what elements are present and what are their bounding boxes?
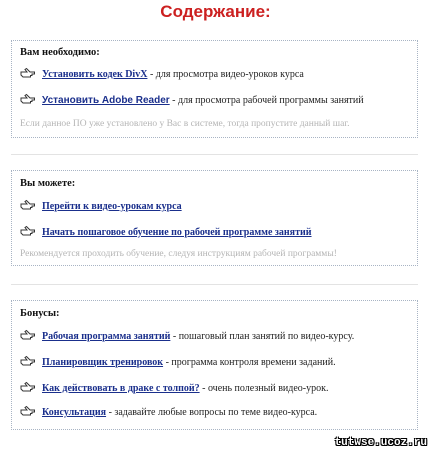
section-note-requirements: Если данное ПО уже установлено у Вас в системе, тогда пропустите данный шаг. bbox=[20, 119, 350, 129]
section-divider bbox=[11, 284, 418, 285]
section-options bbox=[11, 170, 418, 266]
install-adobe-reader-desc: - для просмотра рабочей программы занятий bbox=[169, 95, 364, 106]
pointing-hand-icon bbox=[20, 329, 36, 341]
list-item-start-program bbox=[20, 225, 312, 241]
video-lessons-link[interactable]: Перейти к видео-урокам курса bbox=[42, 201, 182, 212]
page-title: Содержание: bbox=[160, 2, 271, 21]
watermark: tutwse.ucoz.ru bbox=[334, 437, 427, 449]
section-title-bonuses: Бонусы: bbox=[20, 308, 60, 319]
pointing-hand-icon bbox=[20, 381, 36, 393]
work-program-link[interactable]: Рабочая программа занятий bbox=[42, 331, 171, 342]
pointing-hand-icon bbox=[20, 355, 36, 367]
training-planner-link[interactable]: Планировщик тренировок bbox=[42, 357, 164, 368]
crowd-fight-desc: - очень полезный видео-урок. bbox=[199, 383, 329, 394]
training-planner-desc: - программа контроля времени заданий. bbox=[163, 357, 336, 368]
pointing-hand-icon bbox=[20, 67, 36, 79]
section-title-options: Вы можете: bbox=[20, 178, 76, 189]
list-item-install-divx bbox=[20, 67, 304, 83]
list-item-install-adobe-reader bbox=[20, 93, 364, 109]
section-title-requirements: Вам необходимо: bbox=[20, 47, 100, 58]
consultation-desc: - задавайте любые вопросы по теме видео-курса. bbox=[106, 407, 318, 418]
section-bonuses bbox=[11, 300, 418, 430]
list-item-work-program bbox=[20, 329, 354, 345]
install-divx-link[interactable]: Установить кодек DivX bbox=[42, 69, 148, 80]
install-divx-desc: - для просмотра видео-уроков курса bbox=[147, 69, 304, 80]
pointing-hand-icon bbox=[20, 199, 36, 211]
crowd-fight-link[interactable]: Как действовать в драке с толпой? bbox=[42, 383, 200, 394]
pointing-hand-icon bbox=[20, 93, 36, 105]
install-adobe-reader-link[interactable]: Установить Adobe Reader bbox=[42, 95, 170, 106]
list-item-consultation bbox=[20, 405, 317, 421]
pointing-hand-icon bbox=[20, 225, 36, 237]
pointing-hand-icon bbox=[20, 405, 36, 417]
consultation-link[interactable]: Консультация bbox=[42, 407, 107, 418]
start-program-link[interactable]: Начать пошаговое обучение по рабочей программе занятий bbox=[42, 227, 312, 238]
section-requirements bbox=[11, 40, 418, 138]
section-note-options: Рекомендуется проходить обучение, следуя инструкциям рабочей программы! bbox=[20, 249, 337, 259]
work-program-desc: - пошаговый план занятий по видео-курсу. bbox=[170, 331, 355, 342]
list-item-crowd-fight bbox=[20, 381, 329, 397]
list-item-video-lessons bbox=[20, 199, 182, 215]
list-item-training-planner bbox=[20, 355, 336, 371]
section-divider bbox=[11, 154, 418, 155]
